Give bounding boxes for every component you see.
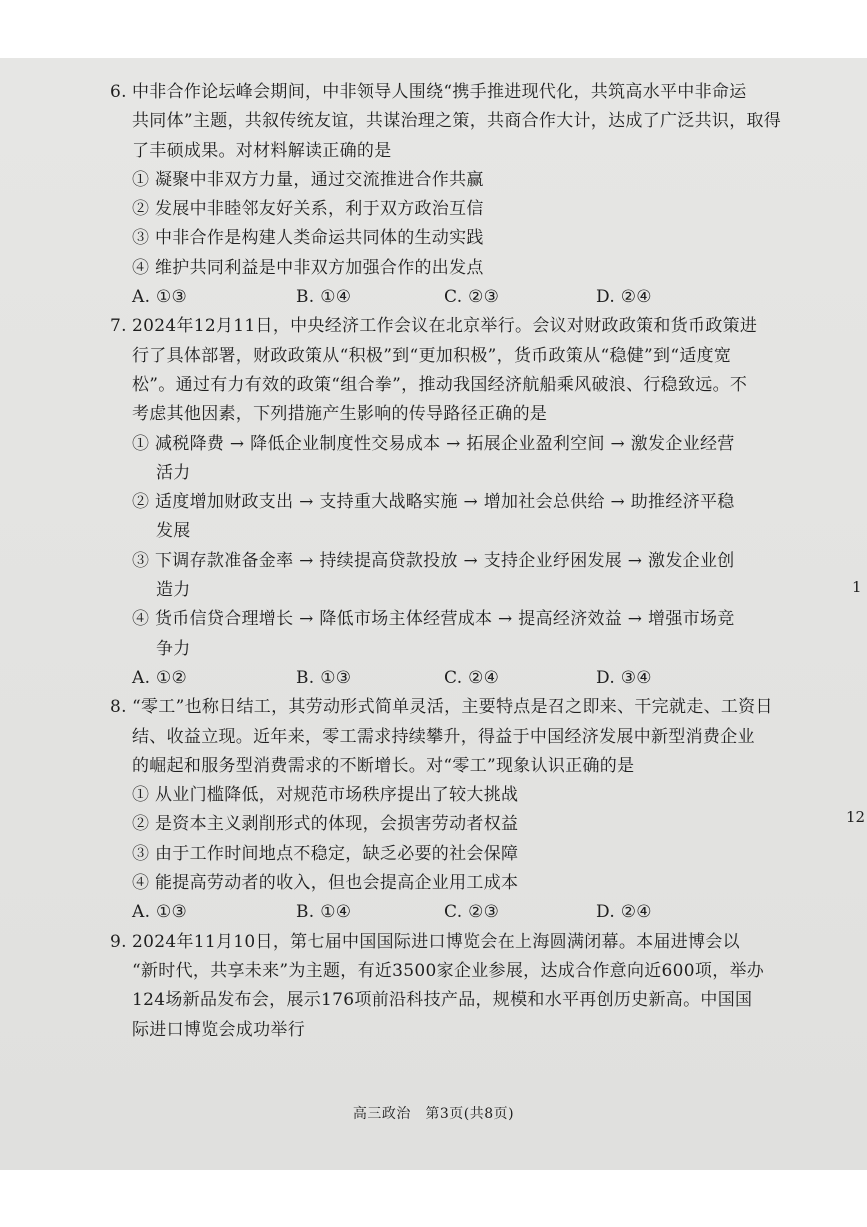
question-number: 7. [110, 316, 127, 337]
choice-b: B. ①④ [296, 287, 352, 308]
question-8-option-4: ④ 能提高劳动者的收入，但也会提高企业用工成本 [132, 873, 519, 894]
question-8-stem-line-1: 8. “零工”也称日结工，其劳动形式简单灵活，主要特点是召之即来、干完就走、工资日 [110, 693, 790, 722]
question-6-stem-line-1: 6. 中非合作论坛峰会期间，中非领导人围绕“携手推进现代化，共筑高水平中非命运 [110, 78, 790, 107]
question-7-option-1-cont: 活力 [156, 462, 191, 483]
page-footer: 高三政治 第3页(共8页) [352, 1106, 515, 1122]
question-9-stem-line-2: “新时代，共享未来”为主题，有近3500家企业参展，达成合作意向近600项，举办 [132, 960, 765, 981]
choice-d: D. ③④ [596, 667, 652, 688]
choice-a: A. ①② [132, 667, 188, 688]
question-7-option-4: ④ 货币信贷合理增长 → 降低市场主体经营成本 → 提高经济效益 → 增强市场竞 [132, 609, 735, 630]
question-number: 8. [110, 697, 127, 718]
question-6-option-2: ② 发展中非睦邻友好关系，利于双方政治互信 [132, 199, 484, 220]
question-6-stem-line-2: 共同体”主题，共叙传统友谊，共谋治理之策，共商合作大计，达成了广泛共识，取得 [132, 111, 782, 132]
question-7-option-2-cont: 发展 [156, 521, 191, 542]
question-7-stem-line-4: 考虑其他因素，下列措施产生影响的传导路径正确的是 [132, 404, 548, 425]
question-6-option-1: ① 凝聚中非双方力量，通过交流推进合作共赢 [132, 169, 484, 190]
choice-a: A. ①③ [132, 287, 188, 308]
margin-number: 1 [852, 578, 862, 596]
question-7-stem-line-3: 松”。通过有力有效的政策“组合拳”，推动我国经济航船乘风破浪、行稳致远。不 [132, 374, 748, 395]
question-6-choices [110, 283, 790, 312]
margin-number: 12 [846, 808, 866, 826]
question-8-option-2: ② 是资本主义剥削形式的体现，会损害劳动者权益 [132, 814, 519, 835]
question-6-option-4: ④ 维护共同利益是中非双方加强合作的出发点 [132, 257, 484, 278]
question-7-option-3-cont: 造力 [156, 580, 191, 601]
choice-b: B. ①④ [296, 902, 352, 923]
question-7-option-4-cont: 争力 [156, 638, 191, 659]
question-7-stem-line-2: 行了具体部署，财政政策从“积极”到“更加积极”，货币政策从“稳健”到“适度宽 [132, 345, 732, 366]
question-7-option-1: ① 减税降费 → 降低企业制度性交易成本 → 拓展企业盈利空间 → 激发企业经营 [132, 433, 735, 454]
question-8-stem-line-2: 结、收益立现。近年来，零工需求持续攀升，得益于中国经济发展中新型消费企业 [132, 726, 755, 747]
question-9-stem-line-1: 9. 2024年11月10日，第七届中国国际进口博览会在上海圆满闭幕。本届进博会以 [110, 928, 790, 957]
question-number: 6. [110, 82, 127, 102]
question-7-choices [110, 664, 790, 693]
question-7-option-3: ③ 下调存款准备金率 → 持续提高贷款投放 → 支持企业纾困发展 → 激发企业创 [132, 550, 735, 571]
question-6 [110, 78, 790, 312]
question-9 [110, 928, 790, 1045]
question-7 [110, 312, 790, 693]
choice-c: C. ②③ [444, 902, 500, 923]
question-6-option-3: ③ 中非合作是构建人类命运共同体的生动实践 [132, 228, 484, 249]
exam-content [110, 78, 790, 1045]
choice-d: D. ②④ [596, 902, 652, 923]
question-8-stem-line-3: 的崛起和服务型消费需求的不断增长。对“零工”现象认识正确的是 [132, 755, 635, 776]
choice-d: D. ②④ [596, 287, 652, 308]
choice-c: C. ②④ [444, 667, 500, 688]
question-9-stem-line-4: 际进口博览会成功举行 [132, 1019, 305, 1040]
choice-c: C. ②③ [444, 287, 500, 308]
choice-a: A. ①③ [132, 902, 188, 923]
question-7-option-2: ② 适度增加财政支出 → 支持重大战略实施 → 增加社会总供给 → 助推经济平稳 [132, 492, 735, 513]
question-number: 9. [110, 931, 127, 952]
question-8 [110, 693, 790, 927]
choice-b: B. ①③ [296, 667, 352, 688]
question-6-stem-line-3: 了丰硕成果。对材料解读正确的是 [132, 140, 392, 161]
question-8-choices [110, 898, 790, 927]
question-8-option-3: ③ 由于工作时间地点不稳定，缺乏必要的社会保障 [132, 843, 519, 864]
question-9-stem-line-3: 124场新品发布会，展示176项前沿科技产品，规模和水平再创历史新高。中国国 [132, 990, 753, 1011]
question-7-stem-line-1: 7. 2024年12月11日，中央经济工作会议在北京举行。会议对财政政策和货币政策进 [110, 312, 790, 341]
question-8-option-1: ① 从业门槛降低，对规范市场秩序提出了较大挑战 [132, 785, 519, 806]
